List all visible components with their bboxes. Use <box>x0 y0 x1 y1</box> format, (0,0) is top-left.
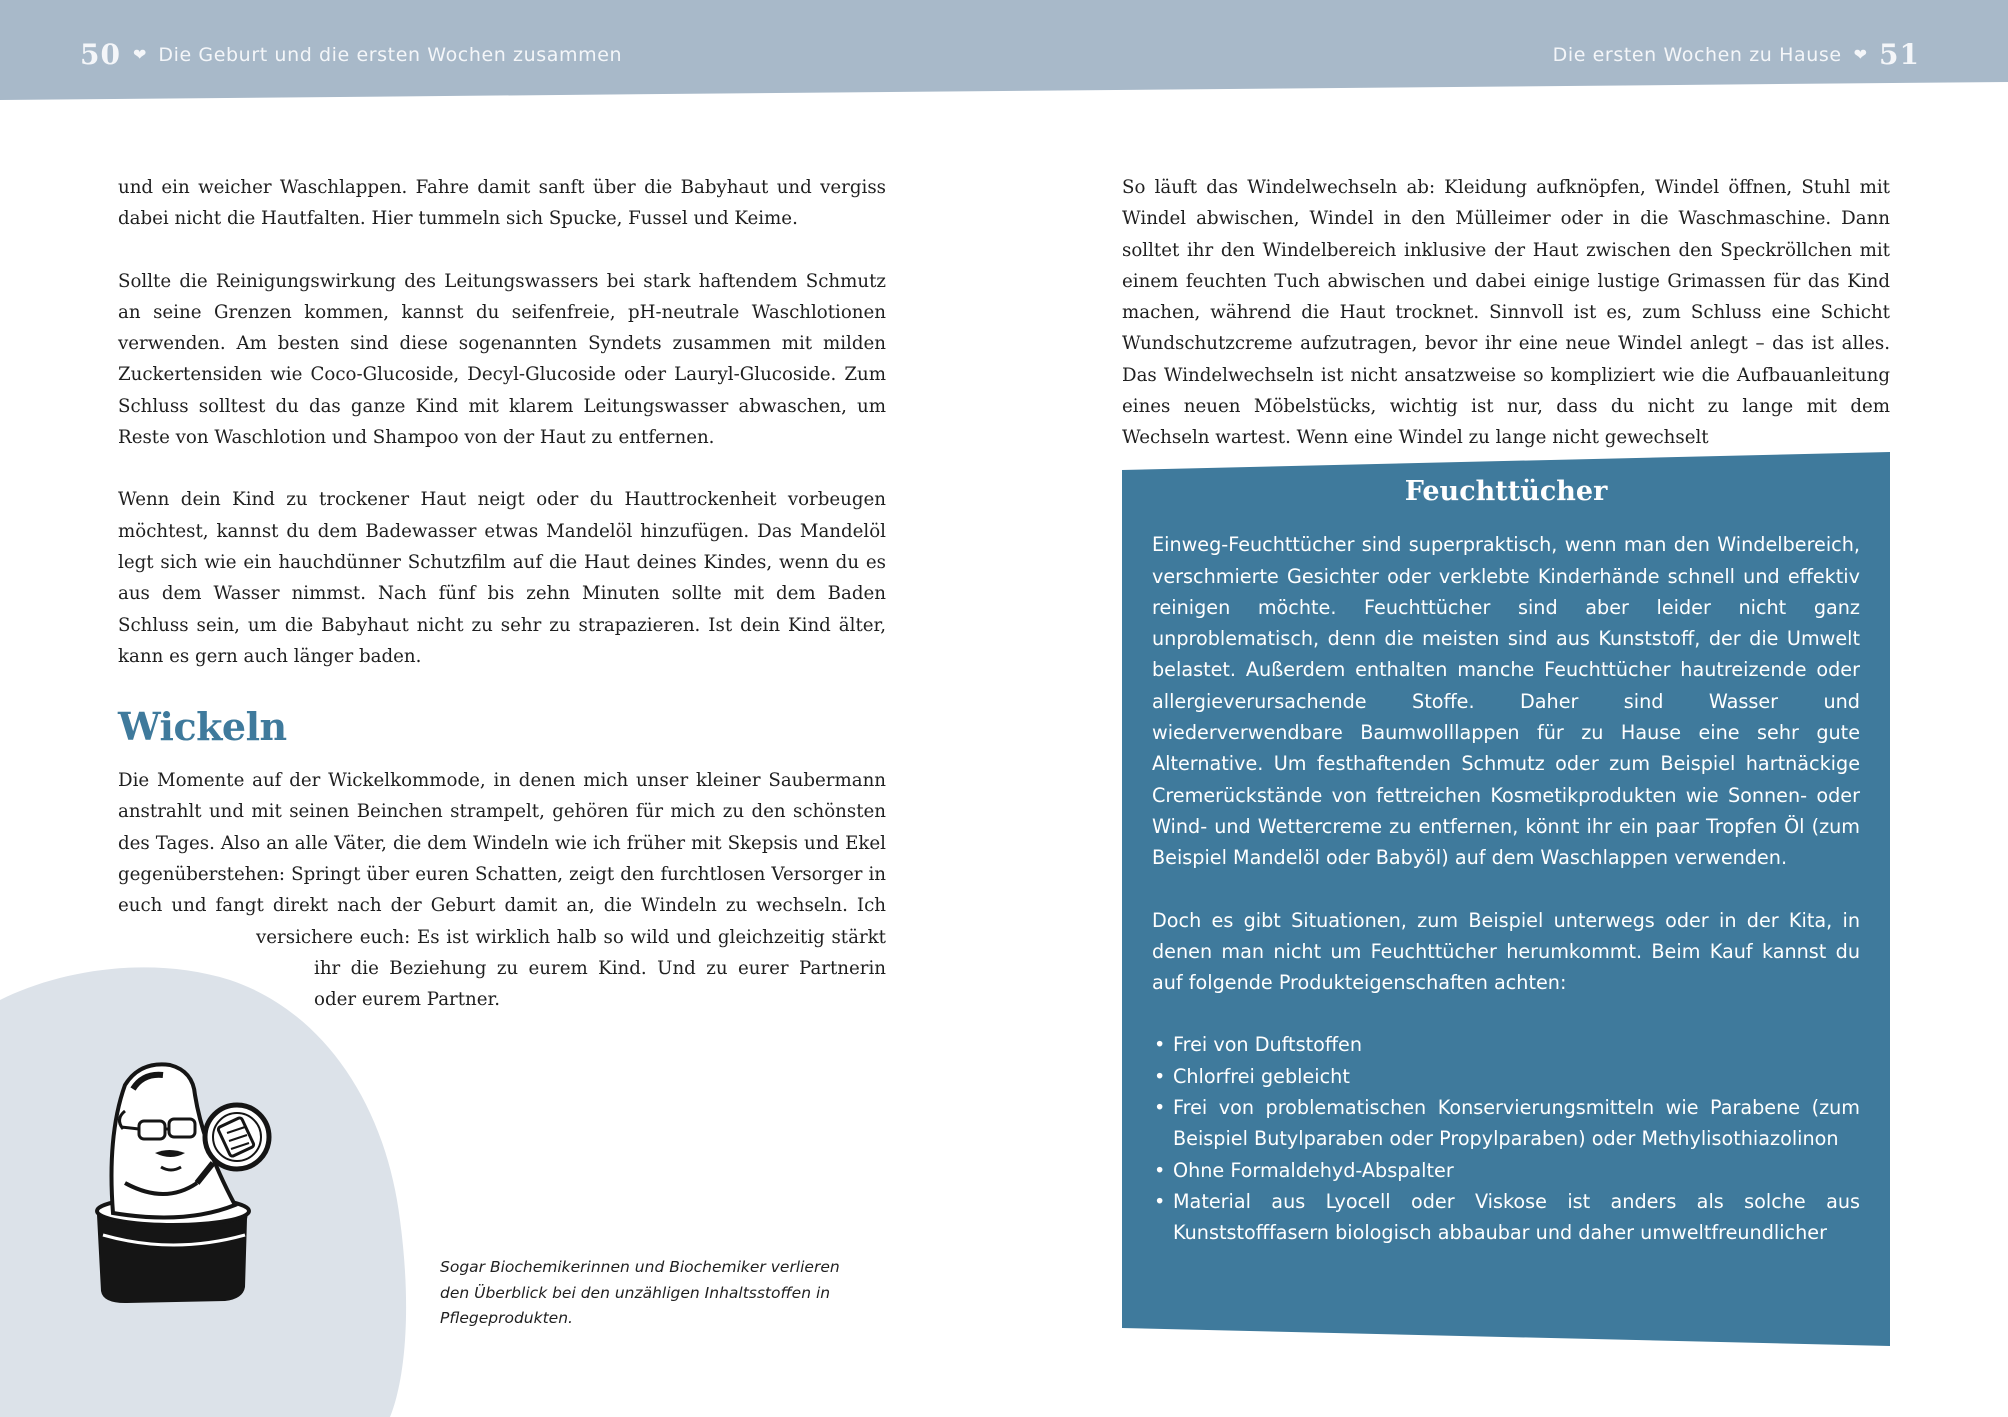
bullet-icon: • <box>1154 1189 1166 1213</box>
info-box-paragraph-2: Doch es gibt Situationen, zum Beispiel unterwegs oder in der Kita, in denen man nicht um Feuchttücher herumkommt. Beim Kauf kannst du auf folgende Produkteigenschaften achten: <box>1152 908 1860 995</box>
paragraph-almond-oil: Wenn dein Kind zu trockener Haut neigt oder du Hauttrockenheit vorbeugen möchtest, kannst du dem Badewasser etwas Mandelöl hinzufügen. Das Mandelöl legt sich wie ein hauchdünner Schutzfilm auf die Haut deines Kindes, wenn du es aus dem Wasser nimmst. Nach fünf bis zehn Minuten sollte mit dem Baden Schluss sein, um die Babyhaut nicht zu sehr zu strapazieren. Ist dein Kind älter, kann es gern auch länger baden. <box>118 489 886 667</box>
running-header-left <box>80 38 622 71</box>
page-number-left: 50 <box>80 38 121 71</box>
info-box-title: Feuchttücher <box>1404 476 1608 507</box>
paragraph-washcloth: und ein weicher Waschlappen. Fahre damit sanft über die Babyhaut und vergiss dabei nicht die Hautfalten. Hier tummeln sich Spucke, Fussel und Keime. <box>118 177 886 230</box>
list-item <box>1152 1092 1860 1155</box>
left-page-body <box>118 172 886 1016</box>
wrap-spacer-1 <box>118 925 256 956</box>
list-item <box>1152 1061 1860 1092</box>
bullet-icon: • <box>1154 1033 1166 1057</box>
info-box-content <box>1152 476 1860 1249</box>
list-item-text: Ohne Formaldehyd-Abspalter <box>1173 1158 1454 1182</box>
info-box-paragraph-1: Einweg-Feuchttücher sind superpraktisch, wenn man den Windelbereich, verschmierte Gesichter oder verklebte Kinderhände schnell und effektiv reinigen möchte. Feuchttücher sind aber leider nicht ganz unproblematisch, denn die meisten sind aus Kunststoff, der die Umwelt belastet. Außerdem enthalten manche Feuchttücher hautreizende oder allergieverursachende Stoffe. Daher sind Wasser und wiederverwendbare Baumwolllappen für zu Hause eine sehr gute Alternative. Um festhaftenden Schmutz oder zum Beispiel hartnäckige Cremerückstände von fettreichen Kosmetikprodukten wie Sonnen- oder Wind- und Wettercreme zu entfernen, könnt ihr ein paar Tropfen Öl (zum Beispiel Mandelöl oder Babyöl) auf dem Waschlappen verwenden. <box>1152 533 1860 870</box>
chapter-title-right: Die ersten Wochen zu Hause <box>1552 43 1842 66</box>
list-item-text: Material aus Lyocell oder Viskose ist anders als solche aus Kunststofffasern biologisch abbaubar und daher umweltfreundlicher <box>1173 1189 1860 1245</box>
info-box-bullet-list <box>1152 1029 1860 1248</box>
list-item <box>1152 1029 1860 1060</box>
section-heading-wickeln: Wickeln <box>118 704 287 750</box>
running-header-right <box>1553 38 1920 71</box>
bullet-icon: • <box>1154 1096 1166 1120</box>
list-item-text: Frei von Duftstoffen <box>1173 1033 1363 1057</box>
wrap-spacer-2 <box>118 956 314 987</box>
bullet-icon: • <box>1154 1064 1166 1088</box>
info-box-feuchttuecher <box>1122 450 1890 1346</box>
list-item-text: Frei von problematischen Konservierungsmitteln wie Parabene (zum Beispiel Butylparaben oder Propylparaben) oder Methylisothiazolinon <box>1173 1096 1860 1151</box>
list-item <box>1152 1186 1860 1249</box>
chapter-title-left: Die Geburt und die ersten Wochen zusammen <box>158 43 623 66</box>
list-item <box>1152 1155 1860 1186</box>
bullet-icon: • <box>1154 1158 1166 1182</box>
heart-icon: ❤ <box>1853 44 1868 64</box>
header-band <box>0 0 2008 100</box>
right-page-body <box>1122 172 1890 454</box>
paragraph-wickeln: Die Momente auf der Wickelkommode, in denen mich unser kleiner Saubermann anstrahlt und mit seinen Beinchen strampelt, gehören für mich zu den schönsten des Tages. Also an alle Väter, die dem Windeln wie ich früher mit Skepsis und Ekel gegenüberstehen: Springt über euren Schatten, zeigt den furchtlosen Versorger in euch und fangt direkt nach der Geburt damit an, die Windeln zu wechseln. Ich versichere euch: Es ist wirklich halb so wild und gleichzeitig stärkt ihr die Beziehung zu eurem Kind. Und zu eurer Partnerin oder eurem Partner. <box>118 770 886 1011</box>
heart-icon: ❤ <box>132 44 147 64</box>
illustration-caption: Sogar Biochemikerinnen und Biochemiker verlieren den Überblick bei den unzähligen Inhaltsstoffen in Pflegeprodukten. <box>440 1258 840 1327</box>
wickeln-text-block <box>118 765 886 1015</box>
page-number-right: 51 <box>1879 38 1920 71</box>
paragraph-diaper-change: So läuft das Windelwechseln ab: Kleidung aufknöpfen, Windel öffnen, Stuhl mit Windel abwischen, Windel in den Mülleimer oder in die Waschmaschine. Dann solltet ihr den Windelbereich inklusive der Haut zwischen den Speckröllchen mit einem feuchten Tuch abwischen und dabei einige lustige Grimassen für das Kind machen, während die Haut trocknet. Sinnvoll ist es, zum Schluss eine Schicht Wundschutzcreme aufzutragen, bevor ihr eine neue Windel anlegt – das ist alles. Das Windelwechseln ist nicht ansatzweise so kompliziert wie die Aufbauanleitung eines neuen Möbelstücks, wichtig ist nur, dass du nicht zu lange mit dem Wechseln wartest. Wenn eine Windel zu lange nicht gewechselt <box>1122 177 1890 449</box>
scientist-with-magnifier-icon <box>85 1055 305 1335</box>
list-item-text: Chlorfrei gebleicht <box>1173 1064 1350 1088</box>
paragraph-wash-lotion: Sollte die Reinigungswirkung des Leitungswassers bei stark haftendem Schmutz an seine Grenzen kommen, kannst du seifenfreie, pH-neutrale Waschlotionen verwenden. Am besten sind diese sogenannten Syndets zusammen mit milden Zuckertensiden wie Coco-Glucoside, Decyl-Glucoside oder Lauryl-Glucoside. Zum Schluss solltest du das ganze Kind mit klarem Leitungswasser abwaschen, um Reste von Waschlotion und Shampoo von der Haut zu entfernen. <box>118 270 886 449</box>
